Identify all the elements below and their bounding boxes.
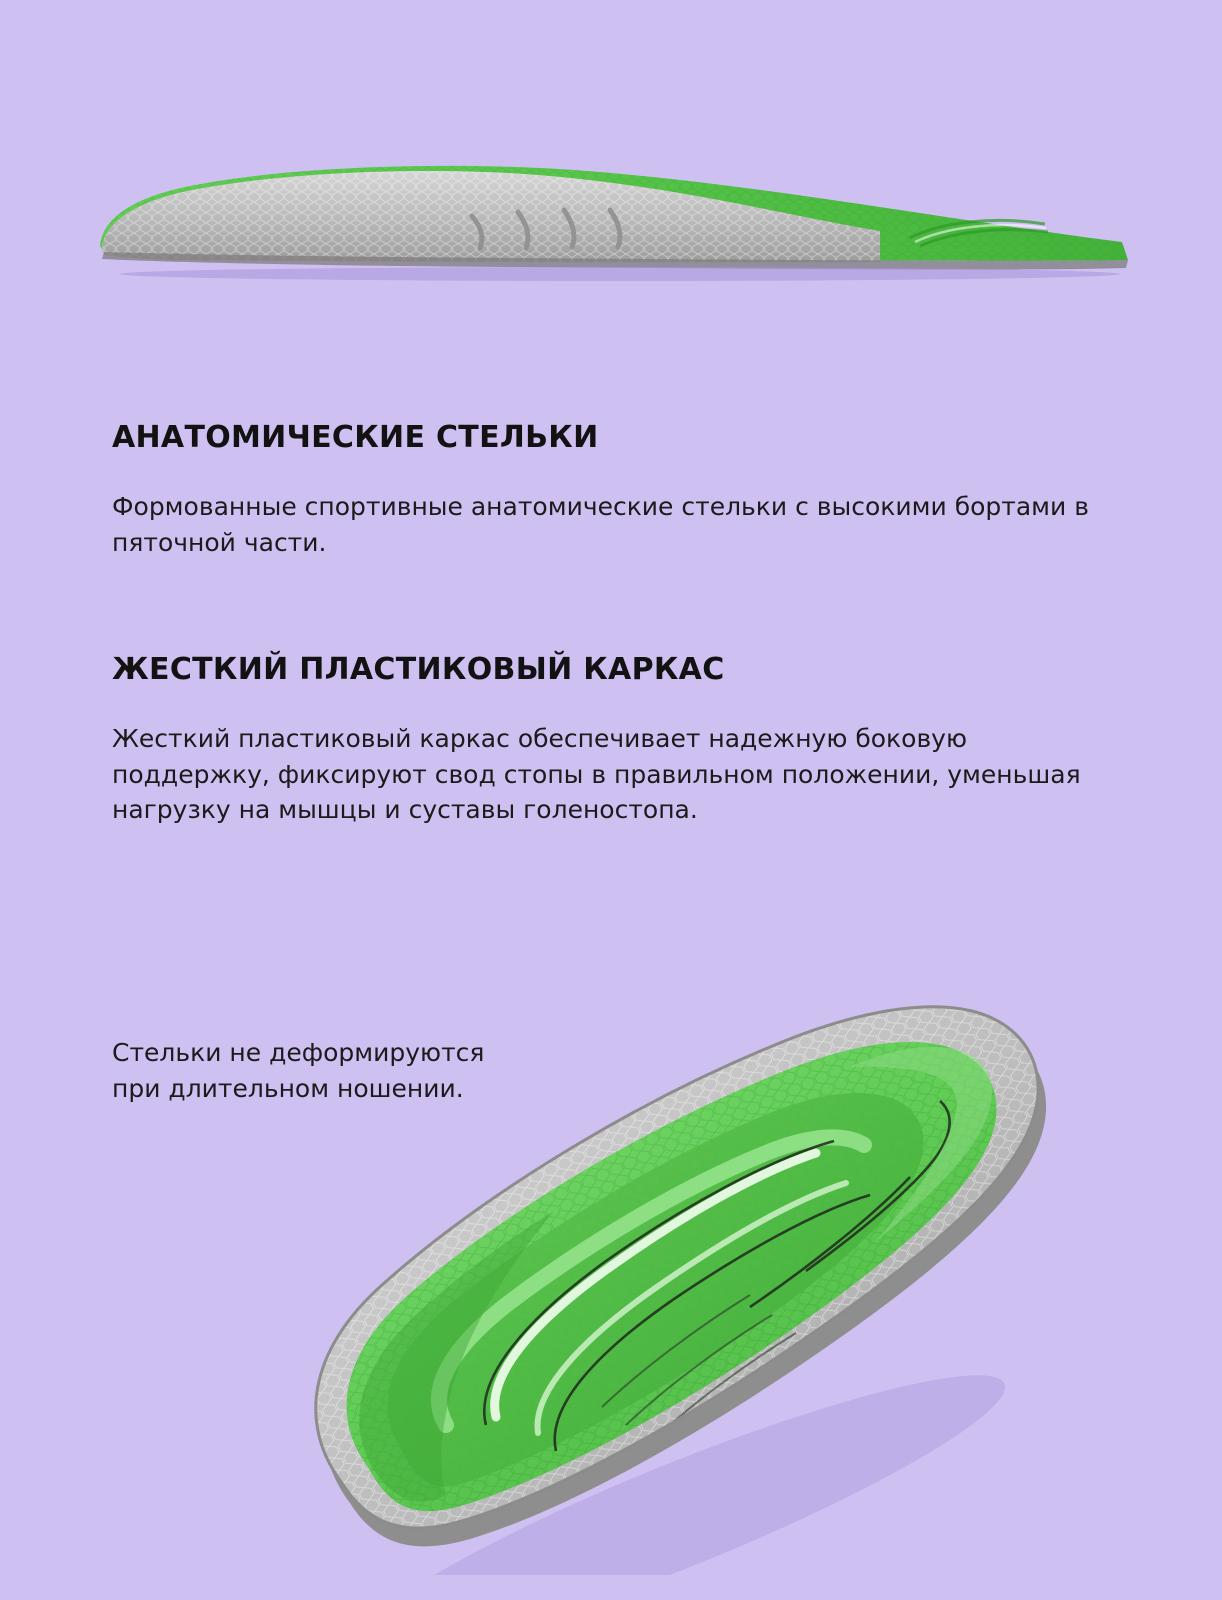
text-content — [112, 420, 1092, 828]
section-heading-frame: ЖЕСТКИЙ ПЛАСТИКОВЫЙ КАРКАС — [112, 652, 725, 687]
section-heading-anatomical: АНАТОМИЧЕСКИЕ СТЕЛЬКИ — [112, 420, 599, 455]
note-line-2: при длительном ношении. — [112, 1073, 464, 1103]
insole-side-profile-image — [80, 150, 1140, 300]
insole-top-view-image — [250, 955, 1110, 1575]
section-spacer — [112, 560, 1092, 652]
section-body-frame: Жесткий пластиковый каркас обеспечивает надежную боковую поддержку, фиксируют свод стопы в правильном положении, уменьшая нагрузку на мышцы и суставы голеностопа. — [112, 724, 1081, 824]
note-line-1: Стельки не деформируются — [112, 1038, 485, 1067]
section-body-anatomical: Формованные спортивные анатомические стельки с высокими бортами в пяточной части. — [112, 492, 1089, 557]
